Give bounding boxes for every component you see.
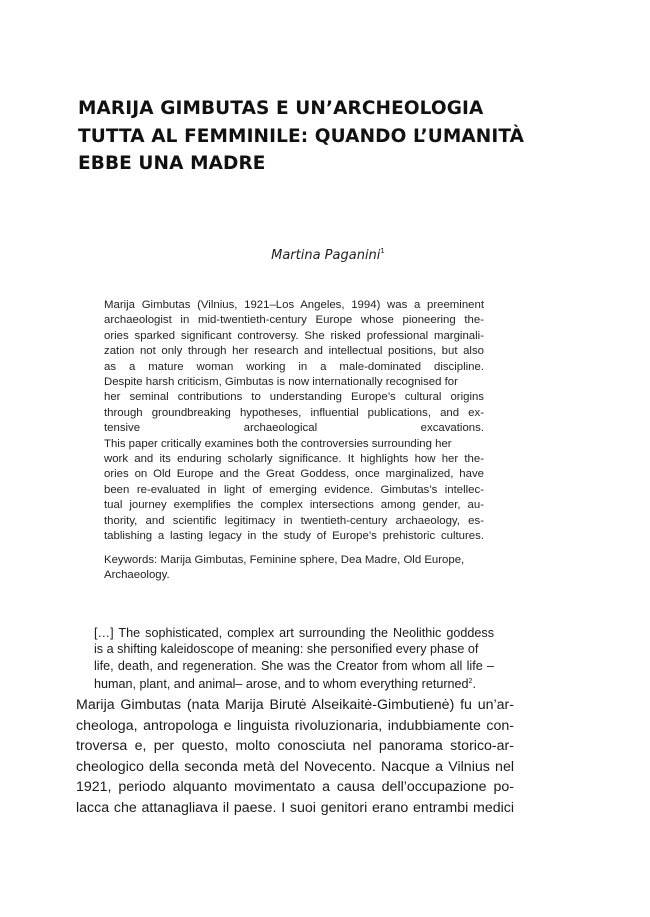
keywords-line: Keywords: Marija Gimbutas, Feminine sphere, Dea Madre, Old Europe, <box>104 554 465 566</box>
body-line: Marija Gimbutas (nata Marija Birutė Alseikaitė-Gimbutienė) fu un’ar- <box>76 697 514 713</box>
abstract-line: tablishing a lasting legacy in the study of Europe’s prehistoric cultures. <box>104 530 484 543</box>
keywords-line: Archaeology. <box>104 569 170 582</box>
title-line: TUTTA AL FEMMINILE: QUANDO L’UMANITÀ <box>78 125 525 147</box>
quote-line: human, plant, and animal– arose, and to whom everything returned$^2$. <box>94 676 476 691</box>
abstract-line: ories on Old Europe and the Great Goddess, once marginalized, have <box>104 468 484 481</box>
quote-line-text: human, plant, and animal– arose, and to whom everything returned <box>94 676 469 691</box>
abstract-line: work and its enduring scholarly significance. It highlights how her the- <box>104 453 484 466</box>
body-line: lacca che attanagliava il paese. I suoi genitori erano entrambi medici <box>76 799 514 816</box>
article-title <box>78 95 578 178</box>
body-text <box>76 695 514 818</box>
abstract-line: This paper critically examines both the controversies surrounding her <box>104 437 452 450</box>
quote-footnote-ref: 2 <box>468 677 473 685</box>
abstract-line: archaeologist in mid-twentieth-century Europe whose pioneering the- <box>104 314 484 327</box>
abstract-line: tensive archaeological excavations. <box>104 422 484 435</box>
abstract-line: Marija Gimbutas (Vilnius, 1921–Los Angeles, 1994) was a preeminent <box>104 299 484 311</box>
body-line: cheologico della seconda metà del Novecento. Nacque a Vilnius nel <box>76 758 514 775</box>
abstract-line: been re-evaluated in light of emerging evidence. Gimbutas’s intellec- <box>104 483 484 496</box>
body-line: cheologa, antropologa e linguista rivoluzionaria, indubbiamente con- <box>76 717 514 734</box>
title-line: MARIJA GIMBUTAS E UN’ARCHEOLOGIA <box>78 98 484 119</box>
abstract-line: thority, and scientific legitimacy in twentieth-century archaeology, es- <box>104 514 484 527</box>
epigraph-quote <box>94 625 494 692</box>
abstract-line: through groundbreaking hypotheses, influential publications, and ex- <box>104 406 484 419</box>
abstract-line: ories sparked significant controversy. She risked professional marginali- <box>104 329 484 342</box>
author-name: Martina Paganini <box>271 248 381 263</box>
quote-line: life, death, and regeneration. She was the Creator from whom all life – <box>94 658 494 673</box>
body-line: troversa e, per questo, molto conosciuta nel panorama storico-ar- <box>76 738 514 754</box>
quote-line: is a shifting kaleidoscope of meaning: she personified every phase of <box>94 642 479 657</box>
abstract-line: her seminal contributions to understanding Europe’s cultural origins <box>104 391 484 404</box>
body-line: 1921, periodo alquanto movimentato a causa dell’occupazione po- <box>76 779 514 795</box>
author-byline <box>78 247 578 263</box>
author-footnote-ref: 1 <box>380 247 385 255</box>
title-line: EBBE UNA MADRE <box>78 153 266 174</box>
abstract <box>104 298 484 545</box>
quote-line: […] The sophisticated, complex art surrounding the Neolithic goddess <box>94 626 494 640</box>
abstract-line: Despite harsh criticism, Gimbutas is now internationally recognised for <box>104 376 458 389</box>
abstract-line: tual journey exemplifies the complex intersections among gender, au- <box>104 499 484 512</box>
abstract-line: as a mature woman working in a male-dominated discipline. <box>104 360 484 373</box>
abstract-line: zation not only through her research and intellectual positions, but also <box>104 345 484 358</box>
keywords <box>104 553 494 584</box>
